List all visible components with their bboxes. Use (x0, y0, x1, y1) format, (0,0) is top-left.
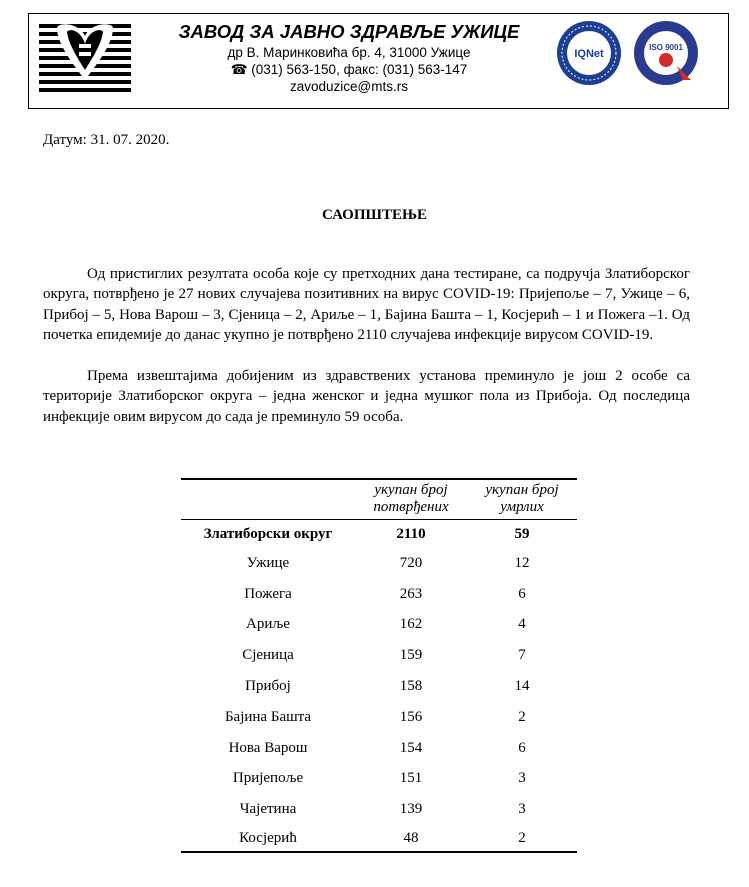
table-row (181, 764, 577, 795)
statistics-table (181, 478, 577, 853)
row-confirmed: 48 (355, 825, 467, 852)
paragraph-deaths: Према извештајима добијеним из здравствених установа преминуло је још 2 особе са територије Златиборског округа – једна женског и једна мушког пола из Прибоја. Од последица инфекције овим вирусом до сада је преминуло 59 особа. (43, 368, 690, 425)
row-confirmed: 162 (399, 616, 423, 633)
iso-certification-logo (633, 20, 699, 86)
row-name: Пожега (244, 585, 292, 602)
institute-address: др В. Маринковића бр. 4, 31000 Ужице (227, 45, 471, 60)
row-confirmed: 156 (399, 708, 423, 725)
institute-name: ЗАВОД ЗА ЈАВНО ЗДРАВЉЕ УЖИЦЕ (178, 21, 520, 42)
row-name: Бајина Башта (224, 708, 312, 725)
row-confirmed: 263 (399, 585, 423, 602)
paragraph-new-cases: Од пристиглих резултата особа које су претходних дана тестиране, са подручја Златиборског округа, потврђено је 27 нових случајева позитивних на вирус COVID-19: Пријепоље – 7, Ужице – 6, Прибој – 5, Нова Варош – 3, Сјеница – 2, Ариље – 1, Бајина Башта – 1, Косјерић – 1 и Пожега –1. Од почетка епидемије до данас укупно је потврђено 2110 случајева инфекције вирусом COVID-19. (43, 266, 690, 343)
row-name: Златиборски округ (203, 525, 333, 542)
row-deaths: 6 (518, 739, 526, 756)
row-confirmed: 158 (399, 678, 423, 695)
row-deaths: 4 (518, 616, 526, 633)
table-row (181, 579, 577, 610)
table-row-total (181, 520, 577, 549)
row-confirmed: 154 (399, 739, 423, 756)
svg-text:ISO 9001: ISO 9001 (649, 43, 683, 52)
header-municipality (181, 479, 355, 520)
row-name: Сјеница (242, 647, 294, 664)
institute-logo (39, 22, 131, 94)
table-row (181, 702, 577, 733)
row-confirmed: 139 (399, 801, 423, 818)
row-confirmed: 151 (399, 770, 423, 787)
table-row (181, 733, 577, 764)
row-name: Чајетина (239, 801, 297, 818)
table-header-row (181, 479, 577, 520)
row-deaths: 2 (467, 825, 577, 852)
header-deaths: укупан број умрлих (467, 479, 577, 520)
row-deaths: 14 (514, 678, 530, 695)
table-row (181, 794, 577, 825)
document-date: Датум: 31. 07. 2020. (43, 132, 170, 148)
iqnet-certification-logo (556, 20, 622, 86)
row-confirmed: 2110 (396, 525, 426, 542)
row-deaths: 3 (518, 770, 526, 787)
row-name: Нова Варош (228, 739, 308, 756)
table-row (181, 640, 577, 671)
row-confirmed: 720 (399, 554, 423, 571)
row-deaths: 7 (518, 647, 526, 664)
svg-text:IQNet: IQNet (574, 48, 604, 60)
row-confirmed: 159 (399, 647, 423, 664)
header-confirmed: укупан број потврђених (355, 479, 467, 520)
row-name: Косјерић (181, 825, 355, 852)
row-deaths: 59 (514, 525, 530, 542)
institute-email: zavoduzice@mts.rs (290, 79, 408, 94)
document-title: САОПШТЕЊЕ (321, 207, 428, 223)
table-row (181, 671, 577, 702)
table-row (181, 610, 577, 641)
row-deaths: 12 (514, 554, 530, 571)
row-deaths: 6 (518, 585, 526, 602)
letterhead (28, 13, 729, 109)
row-name: Пријепоље (232, 770, 304, 787)
row-deaths: 2 (518, 708, 526, 725)
table-row (181, 548, 577, 579)
table-row (181, 825, 577, 852)
row-name: Прибој (245, 678, 291, 695)
row-name: Ариље (246, 616, 290, 633)
row-name: Ужице (246, 554, 290, 571)
institute-phone: ☎ (031) 563-150, факс: (031) 563-147 (230, 62, 468, 77)
row-deaths: 3 (518, 801, 526, 818)
